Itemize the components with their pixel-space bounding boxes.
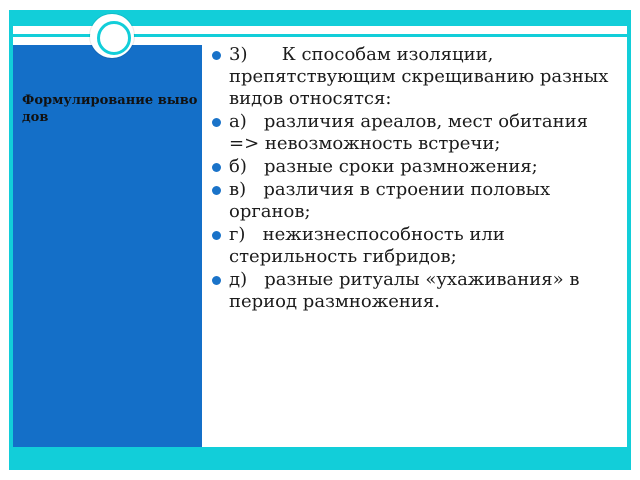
content-area <box>212 44 622 314</box>
list-item <box>212 269 622 313</box>
sidebar-title: Формулирование выводов <box>22 93 198 125</box>
list-item-text: д) разные ритуалы «ухаживания» в период размножения. <box>229 269 580 312</box>
bullet-dot-icon <box>212 186 221 195</box>
ring-inner-icon <box>97 21 131 55</box>
list-item-text: в) различия в строении половых органов; <box>229 179 551 222</box>
bullet-dot-icon <box>212 51 221 60</box>
list-item <box>212 111 622 155</box>
bullet-list <box>212 44 622 313</box>
bullet-dot-icon <box>212 163 221 172</box>
list-item-text: б) разные сроки размножения; <box>229 156 538 177</box>
list-item <box>212 179 622 223</box>
bullet-dot-icon <box>212 231 221 240</box>
bullet-dot-icon <box>212 276 221 285</box>
bullet-dot-icon <box>212 118 221 127</box>
list-item <box>212 156 622 178</box>
list-item-text: г) нежизнеспособность или стерильность гибридов; <box>229 224 505 267</box>
list-item-text: а) различия ареалов, мест обитания => невозможность встречи; <box>229 111 589 154</box>
list-item <box>212 44 622 110</box>
list-item-text: 3) К способам изоляции, препятствующим скрещиванию разных видов относятся: <box>229 44 609 109</box>
list-item <box>212 224 622 268</box>
